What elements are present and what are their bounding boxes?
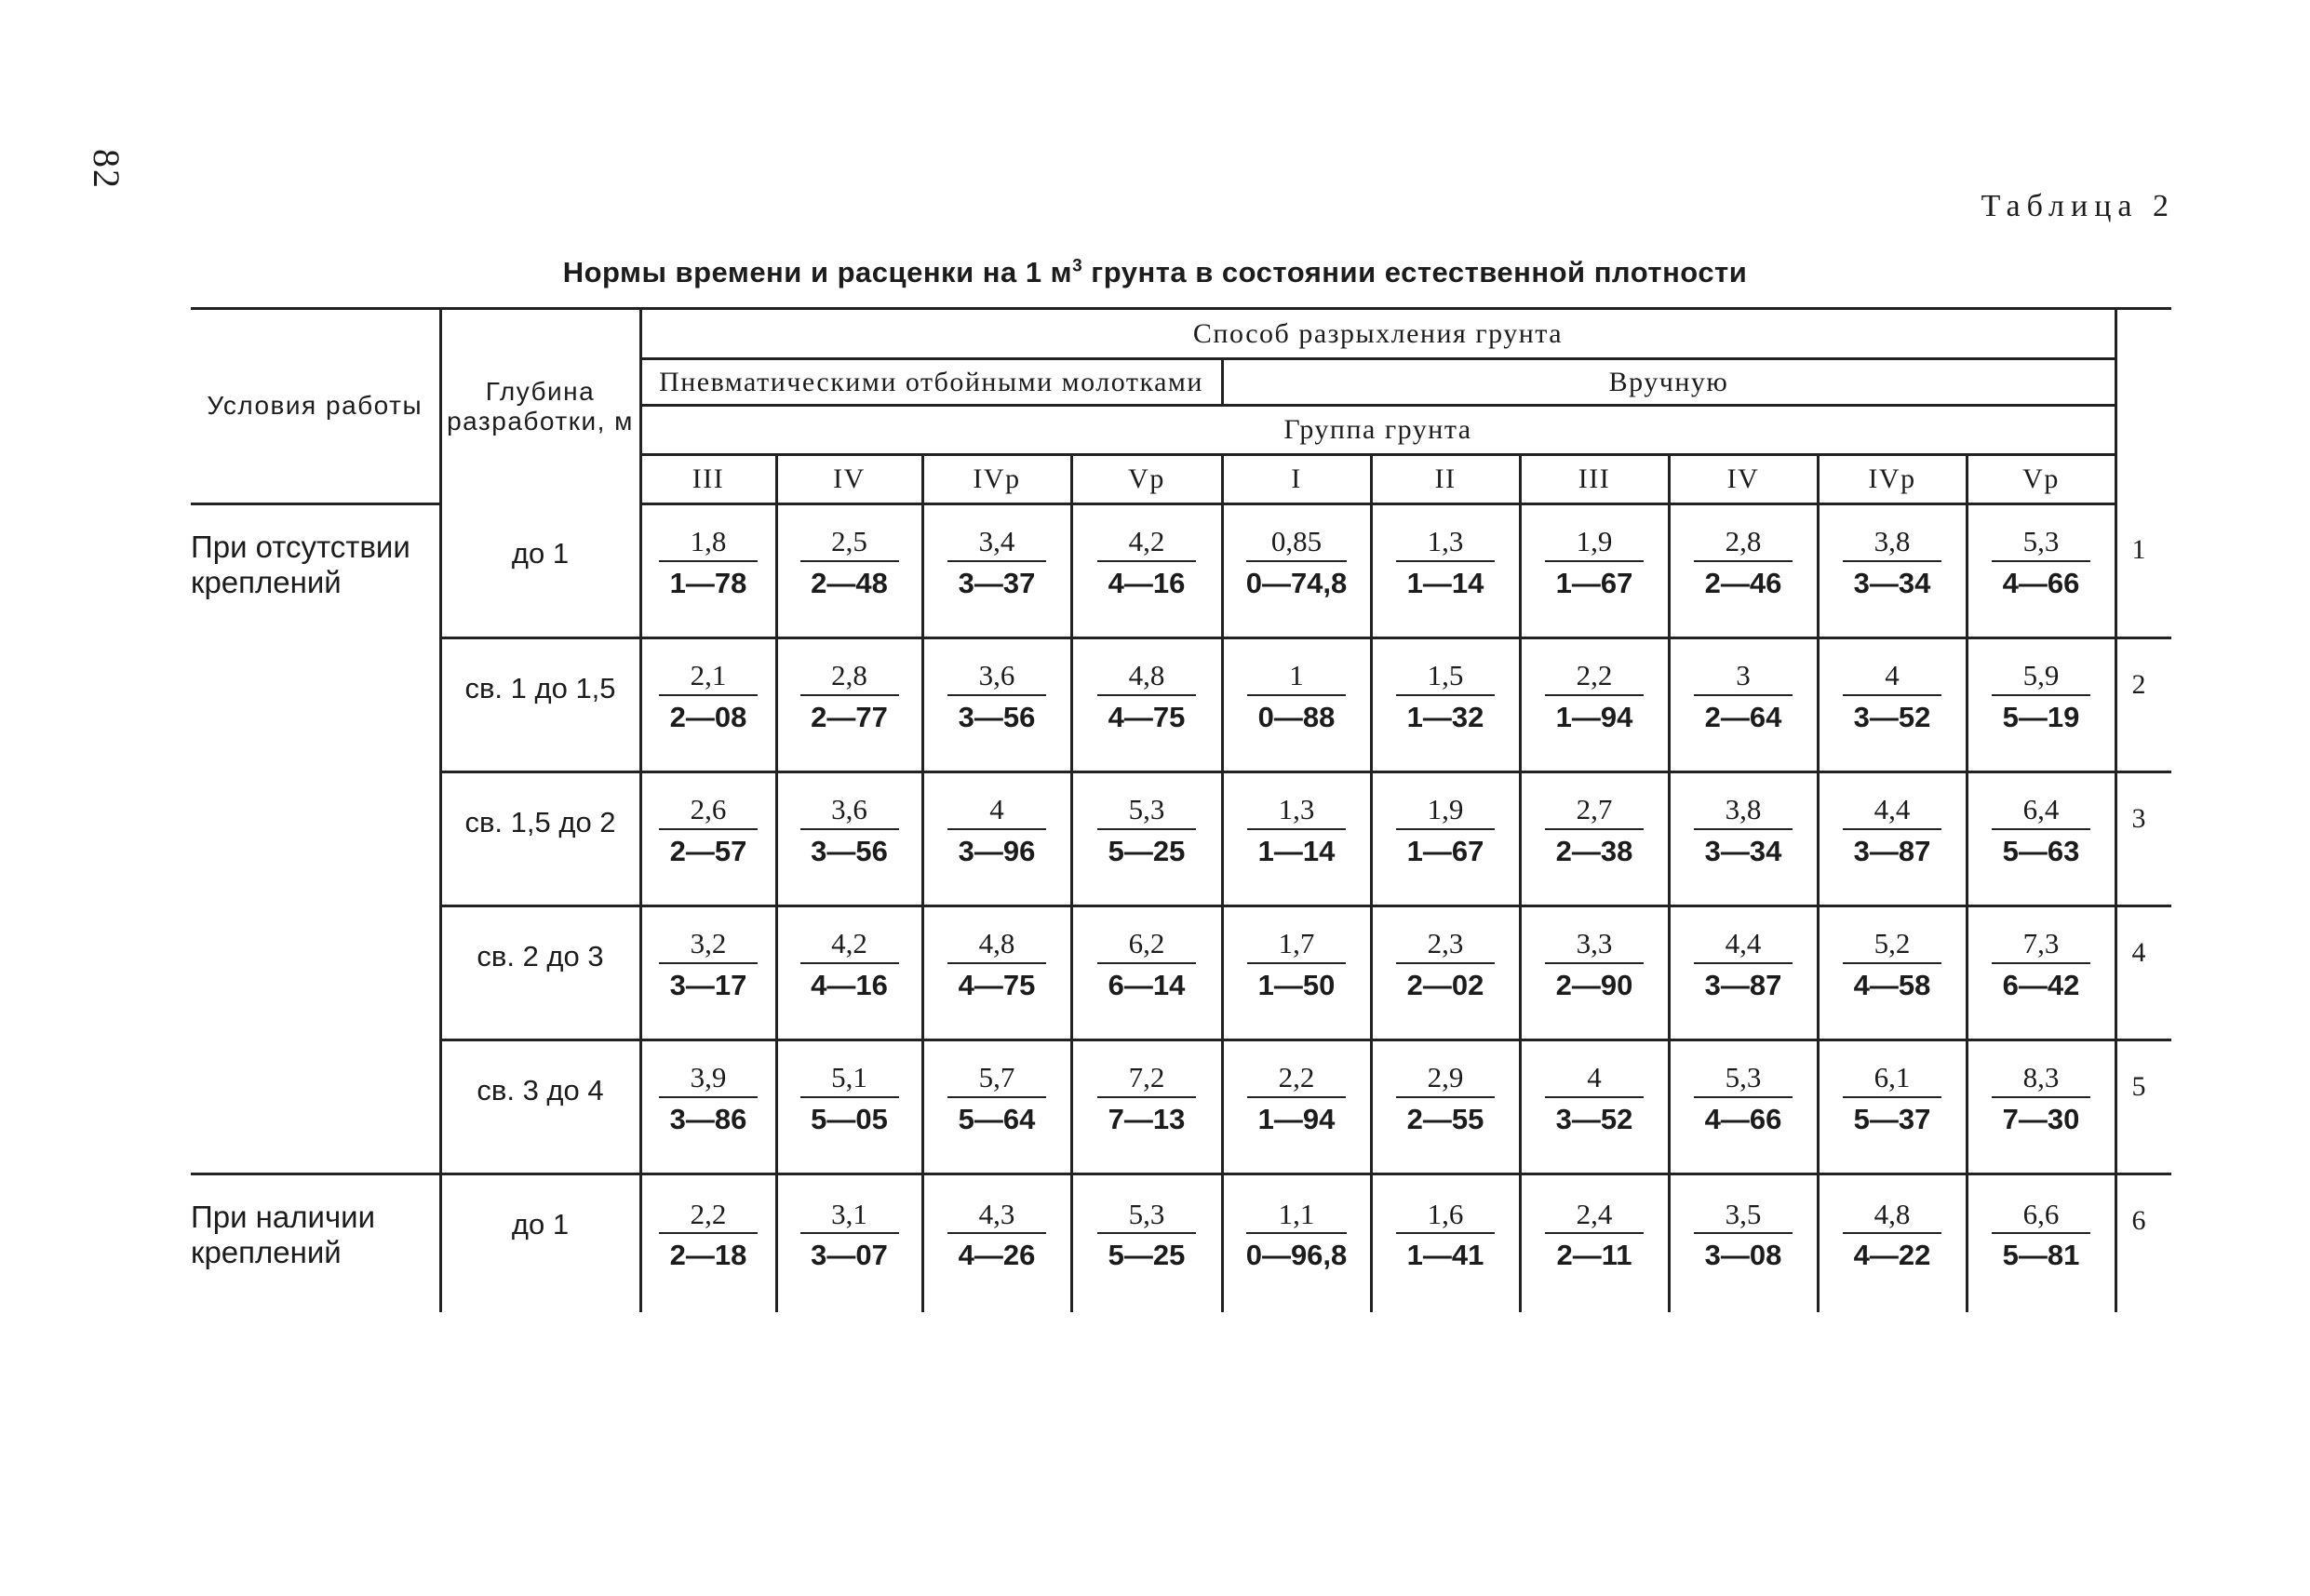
rate-fraction: [800, 660, 899, 733]
time-norm: 5,7: [947, 1062, 1046, 1098]
time-norm: 3,6: [947, 660, 1046, 696]
table-row: [191, 638, 2171, 772]
rate-cell: [640, 504, 776, 638]
time-norm: 4: [947, 794, 1046, 830]
rate-fraction: [1694, 660, 1793, 733]
price-rate: 5—05: [811, 1102, 888, 1135]
price-rate: 5—81: [2002, 1239, 2080, 1272]
rate-fraction: [1992, 928, 2090, 1001]
rate-cell: [776, 638, 922, 772]
time-norm: 5,2: [1843, 928, 1941, 964]
price-rate: 4—16: [1108, 566, 1186, 599]
time-norm: 5,1: [800, 1062, 899, 1098]
price-rate: 2—18: [669, 1239, 747, 1272]
table-caption: [0, 256, 2310, 289]
time-norm: 5,3: [1097, 794, 1196, 830]
price-rate: 1—94: [1257, 1102, 1336, 1135]
time-norm: 7,3: [1992, 928, 2090, 964]
time-norm: 2,8: [800, 660, 899, 696]
spacer: [2115, 359, 2171, 406]
price-rate: 2—08: [669, 700, 747, 733]
rate-fraction: [1843, 660, 1941, 733]
time-norm: 2,3: [1396, 928, 1495, 964]
rate-cell: [776, 504, 922, 638]
rate-fraction: [1843, 1062, 1941, 1135]
rate-cell: [1371, 1174, 1520, 1312]
rate-cell: [1222, 1040, 1371, 1174]
rate-cell: [1071, 1040, 1222, 1174]
price-rate: 3—07: [811, 1239, 888, 1272]
rate-fraction: [947, 660, 1046, 733]
depth-cell: св. 1 до 1,5: [440, 638, 640, 772]
rate-cell: [1818, 1174, 1967, 1312]
price-rate: 1—94: [1555, 700, 1633, 733]
rate-cell: [1222, 1174, 1371, 1312]
rate-fraction: [800, 794, 899, 867]
row-number: 2: [2115, 638, 2171, 772]
rate-cell: [922, 772, 1071, 906]
time-norm: 2,9: [1396, 1062, 1495, 1098]
depth-cell: св. 1,5 до 2: [440, 772, 640, 906]
price-rate: 6—42: [2002, 968, 2080, 1001]
rate-fraction: [1694, 1062, 1793, 1135]
rate-fraction: [947, 928, 1046, 1001]
soil-group-cell: Vр: [1071, 455, 1222, 504]
price-rate: 3—37: [958, 566, 1036, 599]
soil-group-cell: IVр: [1818, 455, 1967, 504]
rate-cell: [1669, 638, 1818, 772]
depth-cell: св. 3 до 4: [440, 1040, 640, 1174]
rate-fraction: [1545, 1199, 1644, 1272]
method-header: Способ разрыхления грунта: [640, 309, 2115, 359]
rate-fraction: [1247, 660, 1346, 733]
time-norm: 5,3: [1097, 1199, 1196, 1235]
time-norm: 5,9: [1992, 660, 2090, 696]
price-rate: 4—66: [2002, 566, 2080, 599]
price-rate: 3—56: [958, 700, 1036, 733]
rate-cell: [1071, 504, 1222, 638]
row-number: 5: [2115, 1040, 2171, 1174]
rate-fraction: [1247, 1062, 1346, 1135]
rate-fraction: [1992, 660, 2090, 733]
rate-fraction: [800, 526, 899, 599]
price-rate: 0—96,8: [1245, 1239, 1348, 1272]
price-rate: 1—67: [1406, 834, 1484, 867]
price-rate: 4—16: [811, 968, 888, 1001]
rate-cell: [776, 1040, 922, 1174]
price-rate: 2—11: [1556, 1239, 1632, 1272]
price-rate: 3—86: [669, 1102, 747, 1135]
rate-cell: [640, 1174, 776, 1312]
time-norm: 1,9: [1545, 526, 1644, 562]
rate-fraction: [1545, 1062, 1644, 1135]
rate-cell: [1669, 1040, 1818, 1174]
time-norm: 2,2: [1247, 1062, 1346, 1098]
price-rate: 4—75: [1108, 700, 1186, 733]
price-rate: 2—90: [1555, 968, 1633, 1001]
time-norm: 3,4: [947, 526, 1046, 562]
time-norm: 1,7: [1247, 928, 1346, 964]
rate-fraction: [1694, 1199, 1793, 1272]
price-rate: 5—25: [1108, 1239, 1186, 1272]
rate-fraction: [947, 1199, 1046, 1272]
rate-cell: [1222, 906, 1371, 1040]
rate-fraction: [947, 1062, 1046, 1135]
time-norm: 3,5: [1694, 1199, 1793, 1235]
rate-fraction: [1992, 1062, 2090, 1135]
rate-fraction: [1694, 794, 1793, 867]
rate-cell: [1967, 638, 2115, 772]
price-rate: 3—87: [1704, 968, 1782, 1001]
rate-fraction: [1545, 660, 1644, 733]
time-norm: 5,3: [1992, 526, 2090, 562]
rate-cell: [776, 906, 922, 1040]
rate-fraction: [1246, 1199, 1348, 1272]
price-rate: 2—77: [811, 700, 888, 733]
rate-fraction: [1396, 928, 1495, 1001]
time-norm: 2,2: [1545, 660, 1644, 696]
time-norm: 4,8: [947, 928, 1046, 964]
time-norm: 1,3: [1396, 526, 1495, 562]
rate-cell: [922, 1040, 1071, 1174]
rate-cell: [1818, 906, 1967, 1040]
norms-table: [191, 307, 2171, 1312]
price-rate: 1—14: [1406, 566, 1484, 599]
table-row: [191, 1040, 2171, 1174]
depth-cell: св. 2 до 3: [440, 906, 640, 1040]
rate-fraction: [1246, 526, 1348, 599]
rate-fraction: [800, 928, 899, 1001]
price-rate: 4—26: [958, 1239, 1036, 1272]
price-rate: 3—56: [811, 834, 888, 867]
table-row: [191, 772, 2171, 906]
rate-cell: [1520, 1040, 1669, 1174]
price-rate: 4—75: [958, 968, 1036, 1001]
conditions-header: Условия работы: [191, 309, 440, 504]
price-rate: 0—88: [1257, 700, 1336, 733]
rate-cell: [640, 1040, 776, 1174]
time-norm: 2,5: [800, 526, 899, 562]
time-norm: 5,3: [1694, 1062, 1793, 1098]
price-rate: 5—25: [1108, 834, 1186, 867]
price-rate: 2—64: [1704, 700, 1782, 733]
rate-cell: [1371, 906, 1520, 1040]
rate-fraction: [1097, 1062, 1196, 1135]
rate-fraction: [1097, 794, 1196, 867]
rate-fraction: [1992, 794, 2090, 867]
rate-fraction: [1097, 660, 1196, 733]
rate-fraction: [1843, 928, 1941, 1001]
spacer: [2115, 455, 2171, 504]
rate-cell: [1520, 1174, 1669, 1312]
table-label: Таблица 2: [1981, 189, 2175, 223]
time-norm: 4: [1843, 660, 1941, 696]
rate-cell: [1222, 504, 1371, 638]
price-rate: 3—52: [1853, 700, 1931, 733]
time-norm: 1,3: [1247, 794, 1346, 830]
caption-superscript: 3: [1072, 256, 1083, 276]
rate-fraction: [659, 1199, 758, 1272]
rate-fraction: [1097, 928, 1196, 1001]
rate-fraction: [1545, 794, 1644, 867]
rate-cell: [1371, 772, 1520, 906]
page-number: 82: [86, 149, 128, 190]
price-rate: 3—34: [1853, 566, 1931, 599]
rate-cell: [922, 906, 1071, 1040]
rate-fraction: [1396, 794, 1495, 867]
rate-cell: [1967, 1040, 2115, 1174]
rate-cell: [1669, 772, 1818, 906]
time-norm: 2,6: [659, 794, 758, 830]
rate-fraction: [659, 526, 758, 599]
rate-cell: [776, 1174, 922, 1312]
time-norm: 3,3: [1545, 928, 1644, 964]
depth-header: Глубина разработки, м: [440, 309, 640, 504]
rate-cell: [1371, 638, 1520, 772]
time-norm: 0,85: [1246, 526, 1348, 562]
rate-cell: [1222, 638, 1371, 772]
price-rate: 0—74,8: [1245, 566, 1348, 599]
time-norm: 6,6: [1992, 1199, 2090, 1235]
soil-group-cell: I: [1222, 455, 1371, 504]
time-norm: 2,7: [1545, 794, 1644, 830]
rate-cell: [1222, 772, 1371, 906]
spacer: [2115, 309, 2171, 359]
price-rate: 6—14: [1108, 968, 1186, 1001]
rate-cell: [1071, 772, 1222, 906]
rate-fraction: [659, 928, 758, 1001]
rate-cell: [922, 504, 1071, 638]
price-rate: 1—67: [1555, 566, 1633, 599]
price-rate: 3—08: [1704, 1239, 1782, 1272]
soil-group-cell: III: [640, 455, 776, 504]
soil-group-cell: IVр: [922, 455, 1071, 504]
time-norm: 1,1: [1246, 1199, 1348, 1235]
soil-group-cell: Vр: [1967, 455, 2115, 504]
time-norm: 4: [1545, 1062, 1644, 1098]
price-rate: 4—58: [1853, 968, 1931, 1001]
time-norm: 8,3: [1992, 1062, 2090, 1098]
rate-fraction: [1097, 1199, 1196, 1272]
time-norm: 1,5: [1396, 660, 1495, 696]
rate-cell: [1818, 1040, 1967, 1174]
rate-fraction: [1843, 526, 1941, 599]
price-rate: 5—37: [1853, 1102, 1931, 1135]
time-norm: 4,2: [1097, 526, 1196, 562]
rate-fraction: [659, 1062, 758, 1135]
rate-cell: [776, 772, 922, 906]
time-norm: 2,4: [1545, 1199, 1644, 1235]
rate-fraction: [1396, 526, 1495, 599]
time-norm: 6,4: [1992, 794, 2090, 830]
price-rate: 2—55: [1406, 1102, 1484, 1135]
price-rate: 7—30: [2002, 1102, 2080, 1135]
price-rate: 2—48: [811, 566, 888, 599]
rate-fraction: [1545, 928, 1644, 1001]
time-norm: 3,1: [800, 1199, 899, 1235]
price-rate: 1—14: [1257, 834, 1336, 867]
rate-cell: [1071, 638, 1222, 772]
time-norm: 1,9: [1396, 794, 1495, 830]
spacer: [2115, 406, 2171, 455]
rate-cell: [1520, 906, 1669, 1040]
rate-fraction: [1992, 526, 2090, 599]
depth-cell: до 1: [440, 1174, 640, 1312]
time-norm: 4,4: [1694, 928, 1793, 964]
depth-cell: до 1: [440, 504, 640, 638]
rate-cell: [1071, 1174, 1222, 1312]
time-norm: 3,6: [800, 794, 899, 830]
rate-cell: [640, 638, 776, 772]
table-row: [191, 906, 2171, 1040]
time-norm: 2,2: [659, 1199, 758, 1235]
rate-fraction: [1843, 794, 1941, 867]
soil-group-cell: II: [1371, 455, 1520, 504]
rate-fraction: [1545, 526, 1644, 599]
rate-cell: [1071, 906, 1222, 1040]
soil-group-cell: III: [1520, 455, 1669, 504]
price-rate: 2—38: [1555, 834, 1633, 867]
rate-cell: [1818, 772, 1967, 906]
price-rate: 2—57: [669, 834, 747, 867]
price-rate: 1—78: [669, 566, 747, 599]
price-rate: 1—32: [1406, 700, 1484, 733]
rate-cell: [640, 772, 776, 906]
rate-fraction: [800, 1062, 899, 1135]
rate-fraction: [1247, 928, 1346, 1001]
rate-cell: [1967, 906, 2115, 1040]
price-rate: 3—34: [1704, 834, 1782, 867]
price-rate: 1—50: [1257, 968, 1336, 1001]
rate-cell: [922, 638, 1071, 772]
rate-fraction: [1694, 928, 1793, 1001]
time-norm: 2,1: [659, 660, 758, 696]
price-rate: 1—41: [1406, 1239, 1484, 1272]
manual-header: Вручную: [1222, 359, 2115, 406]
time-norm: 7,2: [1097, 1062, 1196, 1098]
time-norm: 3,9: [659, 1062, 758, 1098]
rate-cell: [1669, 504, 1818, 638]
rate-cell: [1967, 772, 2115, 906]
row-number: 3: [2115, 772, 2171, 906]
price-rate: 5—64: [958, 1102, 1036, 1135]
price-rate: 3—87: [1853, 834, 1931, 867]
rate-fraction: [1396, 1062, 1495, 1135]
price-rate: 4—22: [1853, 1239, 1931, 1272]
row-number: 4: [2115, 906, 2171, 1040]
time-norm: 6,1: [1843, 1062, 1941, 1098]
price-rate: 4—66: [1704, 1102, 1782, 1135]
rate-cell: [1818, 638, 1967, 772]
time-norm: 1,6: [1396, 1199, 1495, 1235]
rate-fraction: [1097, 526, 1196, 599]
price-rate: 2—46: [1704, 566, 1782, 599]
rate-fraction: [947, 526, 1046, 599]
rate-fraction: [659, 794, 758, 867]
rate-cell: [1967, 1174, 2115, 1312]
rate-cell: [1669, 906, 1818, 1040]
price-rate: 5—63: [2002, 834, 2080, 867]
time-norm: 4,8: [1843, 1199, 1941, 1235]
time-norm: 1: [1247, 660, 1346, 696]
pneumatic-header: Пневматическими отбойными молотками: [640, 359, 1222, 406]
table-row: [191, 1174, 2171, 1312]
rate-cell: [1371, 504, 1520, 638]
rate-cell: [1818, 504, 1967, 638]
caption-main: Нормы времени и расценки на 1 м: [562, 256, 1073, 288]
rate-cell: [640, 906, 776, 1040]
rate-fraction: [1396, 1199, 1495, 1272]
row-number: 6: [2115, 1174, 2171, 1312]
time-norm: 6,2: [1097, 928, 1196, 964]
rate-fraction: [1247, 794, 1346, 867]
work-condition-cell: При наличии креплений: [191, 1174, 440, 1312]
time-norm: 1,8: [659, 526, 758, 562]
table-row: [191, 504, 2171, 638]
time-norm: 4,3: [947, 1199, 1046, 1235]
time-norm: 4,2: [800, 928, 899, 964]
price-rate: 2—02: [1406, 968, 1484, 1001]
rate-fraction: [947, 794, 1046, 867]
rate-cell: [1520, 504, 1669, 638]
time-norm: 3,8: [1843, 526, 1941, 562]
price-rate: 3—52: [1555, 1102, 1633, 1135]
rate-fraction: [800, 1199, 899, 1272]
soil-group-header: Группа грунта: [640, 406, 2115, 455]
time-norm: 3,2: [659, 928, 758, 964]
time-norm: 3: [1694, 660, 1793, 696]
rate-cell: [922, 1174, 1071, 1312]
price-rate: 5—19: [2002, 700, 2080, 733]
price-rate: 7—13: [1108, 1102, 1186, 1135]
price-rate: 3—96: [958, 834, 1036, 867]
rate-fraction: [1843, 1199, 1941, 1272]
time-norm: 3,8: [1694, 794, 1793, 830]
rate-fraction: [1992, 1199, 2090, 1272]
rate-cell: [1669, 1174, 1818, 1312]
rate-cell: [1967, 504, 2115, 638]
rate-cell: [1520, 638, 1669, 772]
rate-fraction: [659, 660, 758, 733]
row-number: 1: [2131, 533, 2146, 565]
rate-fraction: [1694, 526, 1793, 599]
rate-cell: [1371, 1040, 1520, 1174]
soil-group-cell: IV: [1669, 455, 1818, 504]
time-norm: 4,8: [1097, 660, 1196, 696]
time-norm: 4,4: [1843, 794, 1941, 830]
time-norm: 2,8: [1694, 526, 1793, 562]
rate-cell: [1520, 772, 1669, 906]
rate-fraction: [1396, 660, 1495, 733]
caption-tail: грунта в состоянии естественной плотности: [1082, 256, 1748, 288]
work-condition-cell: При отсутствии креплений: [191, 504, 440, 1174]
soil-group-cell: IV: [776, 455, 922, 504]
price-rate: 3—17: [669, 968, 747, 1001]
